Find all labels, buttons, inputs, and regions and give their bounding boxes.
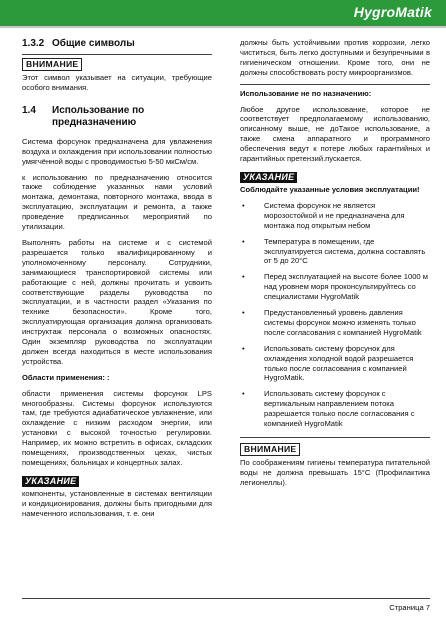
bullet: •	[242, 308, 245, 318]
section-rule	[240, 437, 430, 438]
paragraph: Любое другое использование, которое не соответствует предполагаемому использованию, описанному выше, не доТакое использование, а также смена аппаратного и программного обеспечения ведут к потере любых гарантийных и гарантийных претензий.пускается.	[240, 104, 430, 164]
paragraph: области применения системы форсунок LPS многообразны. Системы форсунок используются там, где требуются адиабатическое увлажнение, или охлаждение с низким расходом энергии, или установки с высокой точностью регулировки. Например, их можно встретить в офисах, складских помещениях, производственных цехах, чистых помещениях, больницах и концертных залах.	[22, 388, 212, 467]
header-bar	[0, 0, 446, 26]
ukazanie-label: УКАЗАНИЕ	[22, 476, 79, 487]
conditions-list	[240, 201, 430, 429]
list-item	[240, 272, 430, 302]
section-title: Использование по предназначению	[52, 104, 145, 128]
paragraph: Система форсунок предназначена для увлажнения воздуха и охлаждения при использовании полностью умягчённой воды с проводимостью 5-50 мкСм/см.	[22, 136, 212, 166]
conditions-title: Соблюдайте указанные условия эксплуатации!	[240, 184, 420, 194]
list-item	[240, 389, 430, 429]
paragraph: Выполнять работы на системе и с системой разрешается только квалифицированному и уполномоченному персоналу. Сотрудники, занимающиеся транспортировкой системы или работающие с ней, должны прочитать и усвоить соответствующие разделы руководства по эксплуатации, и в частности раздел «Указания по технике безопасности». Кроме того, эксплуатирующая организация должна организовать инструктаж персонала о возможных опасностях. Один экземпляр руководства по эксплуатации должен всегда находиться в месте использования устройства.	[22, 237, 212, 366]
section-number: 1.4	[22, 104, 36, 116]
section-heading-1-4	[22, 105, 212, 129]
list-item	[240, 344, 430, 384]
areas-title: Области применения: :	[22, 372, 110, 382]
paragraph: к использованию по предназначению относится также соблюдение указанных нами условий монтажа, демонтажа, повторного монтажа, ввода в эксплуатацию, эксплуатации и ремонта, а также проведение предписанных мероприятий по утилизации.	[22, 172, 212, 232]
list-item-text: Использовать систему форсунок для охлаждения холодной водой разрешается только после согласования с компанией HygroMatik.	[264, 343, 414, 383]
paragraph: компоненты, установленные в системах вентиляции и кондиционирования, должны быть пригодными для намеченного использования, т. е. они	[22, 488, 212, 518]
vnimanie-label: ВНИМАНИЕ	[240, 443, 300, 456]
section-title: Общие символы	[52, 38, 135, 49]
vnimanie-text: Этот символ указывает на ситуации, требующие особого внимания.	[22, 73, 212, 92]
page-number: Страница 7	[389, 603, 430, 612]
bullet: •	[242, 200, 245, 210]
bullet: •	[242, 389, 245, 399]
list-item	[240, 237, 430, 267]
list-item-text: Использовать систему форсунок с вертикальным направлением потока разрешается только после согласования с компанией HygroMatik	[264, 389, 415, 429]
bullet: •	[242, 343, 245, 353]
logo-text: HygroMatik	[353, 4, 432, 20]
section-number: 1.3.2	[22, 38, 45, 49]
paragraph: должны быть устойчивыми против коррозии, легко чиститься, быть легко доступными и безупречными в гигиеническом отношении. Кроме того, они не должны способствовать росту микроорганизмов.	[240, 38, 430, 77]
section-heading-1-3-2	[22, 38, 212, 50]
list-item-text: Предустановленный уровень давления системы форсунок можно изменять только после согласования с компанией HygroMatik	[264, 308, 422, 337]
header-divider	[0, 26, 446, 28]
section-rule	[240, 84, 430, 85]
ukazanie-label: УКАЗАНИЕ	[240, 172, 297, 183]
paragraph: По соображениям гигиены температура питательной воды не должна превышать 15°C (Профилактика легионеллы).	[240, 458, 430, 487]
list-item-text: Перед эксплуатацией на высоте более 1000 м над уровнем моря проконсультируйтесь со специалистами HygroMatik	[264, 272, 428, 302]
right-column	[240, 38, 430, 494]
bullet: •	[242, 236, 245, 246]
footer-divider	[22, 598, 430, 599]
vnimanie-label: ВНИМАНИЕ	[22, 58, 82, 71]
list-item-text: Температура в помещении, где эксплуатируется система, должна составлять от 5 до 20°С	[264, 236, 426, 266]
misuse-title: Использование не по назначению:	[240, 88, 372, 98]
section-rule	[22, 54, 212, 55]
left-column	[22, 38, 212, 525]
list-item-text: Система форсунок не является морозостойкой и не предназначена для монтажа под открытым небом	[264, 200, 405, 230]
list-item	[240, 201, 430, 231]
list-item	[240, 308, 430, 338]
hygromatik-logo	[354, 4, 432, 22]
bullet: •	[242, 272, 245, 282]
